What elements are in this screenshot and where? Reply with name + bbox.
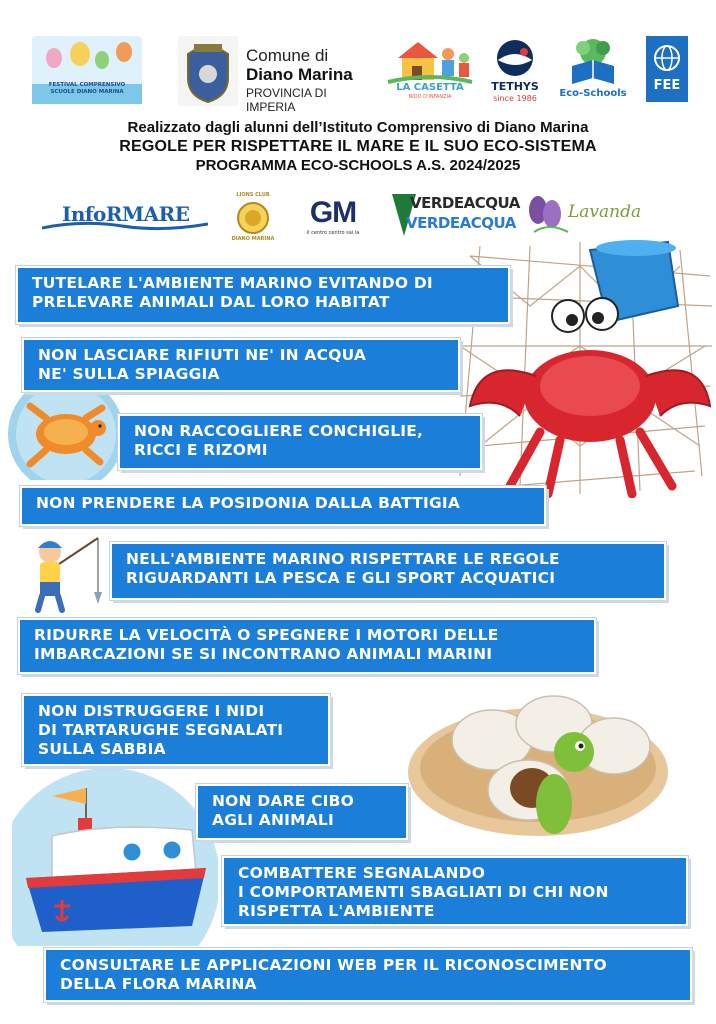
comune-line2: Diano Marina [246, 65, 353, 84]
casetta-sub: NIDO D'INFANZIA [408, 94, 452, 100]
ecoschools-name: Eco-Schools [559, 88, 627, 99]
eco-schools-logo [558, 36, 628, 104]
lions-club-logo [228, 192, 278, 244]
turtle-nest-icon [404, 680, 672, 848]
comune-line1: Comune di [246, 46, 329, 65]
rule-banner: NON LASCIARE RIFIUTI NE' IN ACQUA NE' SULLA SPIAGGIA [22, 338, 460, 392]
inforemare-text: InfoRMARE [62, 202, 190, 226]
crest-icon [178, 36, 238, 106]
fishing-boy-icon [26, 534, 106, 614]
rule-banner: TUTELARE L'AMBIENTE MARINO EVITANDO DI PRELEVARE ANIMALI DAL LORO HABITAT [16, 266, 510, 324]
lions-top: LIONS CLUB [236, 192, 270, 198]
house-kids-icon [384, 36, 476, 84]
eco-schools-icon [558, 36, 628, 86]
tethys-name: TETHYS [491, 80, 539, 93]
tethys-logo [486, 38, 544, 106]
gm-logo [300, 196, 366, 240]
tethys-since: since 1986 [493, 94, 537, 103]
verdeacqua-bottom: VERDEACQUA [406, 214, 516, 232]
heading-line1: Realizzato dagli alunni dell’Istituto Comprensivo di Diano Marina [127, 119, 589, 136]
verdeacqua-top: VERDEACQUA [410, 194, 520, 212]
globe-icon [646, 40, 688, 76]
lion-emblem-icon [228, 200, 278, 236]
rule-banner: RIDURRE LA VELOCITÀ O SPEGNERE I MOTORI DELLE IMBARCAZIONI SE SI INCONTRANO ANIMALI MARINI [18, 618, 596, 674]
lavender-icon [524, 192, 574, 238]
gm-sub: il centro centro sai la [306, 230, 360, 236]
rule-banner: NON DARE CIBO AGLI ANIMALI [196, 784, 408, 840]
lavanda-logo [524, 192, 654, 240]
boat-icon [12, 760, 218, 946]
fee-logo [646, 36, 688, 102]
heading-line3: PROGRAMMA ECO-SCHOOLS A.S. 2024/2025 [195, 157, 521, 174]
festival-logo [32, 36, 142, 104]
comune-line3: PROVINCIA DI IMPERIA [246, 86, 327, 114]
heading-block [0, 118, 716, 175]
la-casetta-logo [384, 36, 476, 102]
rule-banner: NON DISTRUGGERE I NIDI DI TARTARUGHE SEGNALATI SULLA SABBIA [22, 694, 330, 766]
lions-bottom: DIANO MARINA [231, 236, 275, 242]
heading-line2: REGOLE PER RISPETTARE IL MARE E IL SUO ECO-SISTEMA [119, 138, 597, 155]
rule-banner: NON PRENDERE LA POSIDONIA DALLA BATTIGIA [20, 486, 546, 526]
fee-name: FEE [653, 78, 681, 93]
inforemare-logo [42, 198, 208, 234]
comune-logo [178, 36, 374, 114]
festival-logo-text: FESTIVAL COMPRENSIVO SCUOLE DIANO MARINA [48, 82, 126, 95]
lavanda-text: Lavanda [568, 202, 642, 222]
rule-banner: CONSULTARE LE APPLICAZIONI WEB PER IL RICONOSCIMENTO DELLA FLORA MARINA [44, 948, 692, 1002]
verdeacqua-logo [388, 190, 520, 242]
casetta-name: LA CASETTA [396, 82, 464, 93]
rule-banner: COMBATTERE SEGNALANDO I COMPORTAMENTI SBAGLIATI DI CHI NON RISPETTA L'AMBIENTE [222, 856, 688, 926]
rule-banner: NON RACCOGLIERE CONCHIGLIE, RICCI E RIZOMI [118, 414, 482, 470]
turtle-icon [6, 388, 130, 480]
tethys-icon [486, 38, 544, 78]
rule-banner: NELL'AMBIENTE MARINO RISPETTARE LE REGOLE RIGUARDANTI LA PESCA E GLI SPORT ACQUATICI [110, 542, 666, 600]
gm-name: GM [309, 196, 357, 229]
